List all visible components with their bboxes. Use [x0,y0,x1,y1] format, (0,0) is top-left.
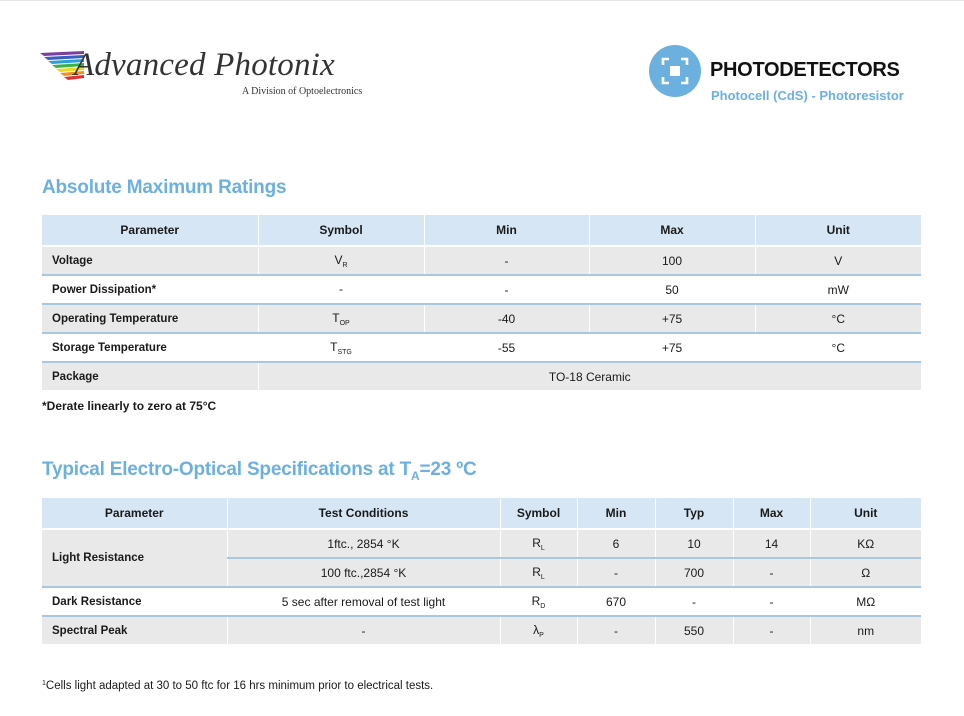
table-row [42,362,921,390]
min-cell: 670 [577,587,655,616]
max-cell: 100 [589,246,755,275]
typ-cell: 550 [655,616,733,644]
header-symbol: Symbol [258,215,424,246]
electro-optical-table [42,498,921,644]
max-cell: - [733,616,810,644]
derating-note: *Derate linearly to zero at 75°C [42,399,217,413]
electro-optical-title: Typical Electro-Optical Specifications at $T_A=23$ ºC [42,459,477,483]
param-cell: Power Dissipation* [42,275,258,304]
company-name: Advanced Photonix [74,47,335,83]
abs-max-table [42,215,921,390]
company-subtitle: A Division of Optoelectronics [242,86,363,97]
unit-cell: KΩ [810,529,921,558]
photodetector-icon [649,45,701,97]
max-cell: 50 [589,275,755,304]
header-symbol: Symbol [500,498,577,529]
top-rule [0,0,964,1]
max-cell: - [733,587,810,616]
min-cell: - [577,616,655,644]
table-row [42,616,921,644]
condition-cell: 5 sec after removal of test light [227,587,500,616]
min-cell: - [424,246,589,275]
min-cell: - [577,558,655,587]
symbol-cell: - [258,275,424,304]
table-row [42,304,921,333]
unit-cell: V [755,246,921,275]
header-test-conditions: Test Conditions [227,498,500,529]
unit-cell: °C [755,333,921,362]
unit-cell: °C [755,304,921,333]
header-min: Min [424,215,589,246]
header-parameter: Parameter [42,498,227,529]
condition-cell: - [227,616,500,644]
product-subtitle: Photocell (CdS) - Photoresistor [711,88,904,103]
unit-cell: Ω [810,558,921,587]
table-header-row [42,215,921,246]
header-max: Max [589,215,755,246]
header-typ: Typ [655,498,733,529]
symbol-cell: $T_{OP}$ [258,304,424,333]
package-value-cell: TO-18 Ceramic [258,362,921,390]
table-row [42,246,921,275]
header-parameter: Parameter [42,215,258,246]
symbol-cell: $T_{STG}$ [258,333,424,362]
param-cell: Voltage [42,246,258,275]
unit-cell: nm [810,616,921,644]
unit-cell: MΩ [810,587,921,616]
max-cell: 14 [733,529,810,558]
table-header-row [42,498,921,529]
param-cell: Light Resistance [42,529,227,587]
condition-cell: 1ftc., 2854 °K [227,529,500,558]
max-cell: +75 [589,333,755,362]
max-cell: +75 [589,304,755,333]
symbol-cell: $R_L$ [500,558,577,587]
symbol-cell: $R_L$ [500,529,577,558]
param-cell: Storage Temperature [42,333,258,362]
min-cell: -40 [424,304,589,333]
company-logo [40,47,380,102]
symbol-cell: $R_D$ [500,587,577,616]
table-row [42,587,921,616]
typ-cell: 10 [655,529,733,558]
header-min: Min [577,498,655,529]
condition-cell: 100 ftc.,2854 °K [227,558,500,587]
header-max: Max [733,498,810,529]
param-cell: Dark Resistance [42,587,227,616]
param-cell: Operating Temperature [42,304,258,333]
typ-cell: - [655,587,733,616]
typ-cell: 700 [655,558,733,587]
header-unit: Unit [755,215,921,246]
symbol-cell: $\lambda_P$ [500,616,577,644]
max-cell: - [733,558,810,587]
param-cell: Spectral Peak [42,616,227,644]
header-unit: Unit [810,498,921,529]
table-row [42,275,921,304]
table-row [42,529,921,558]
min-cell: - [424,275,589,304]
abs-max-title: Absolute Maximum Ratings [42,177,287,198]
min-cell: -55 [424,333,589,362]
table-row [42,333,921,362]
footnote: $^1$Cells light adapted at 30 to 50 ftc for 16 hrs minimum prior to electrical tests. [42,680,434,692]
category-title: PHOTODETECTORS [710,59,900,81]
unit-cell: mW [755,275,921,304]
min-cell: 6 [577,529,655,558]
param-cell: Package [42,362,258,390]
symbol-cell: $V_R$ [258,246,424,275]
